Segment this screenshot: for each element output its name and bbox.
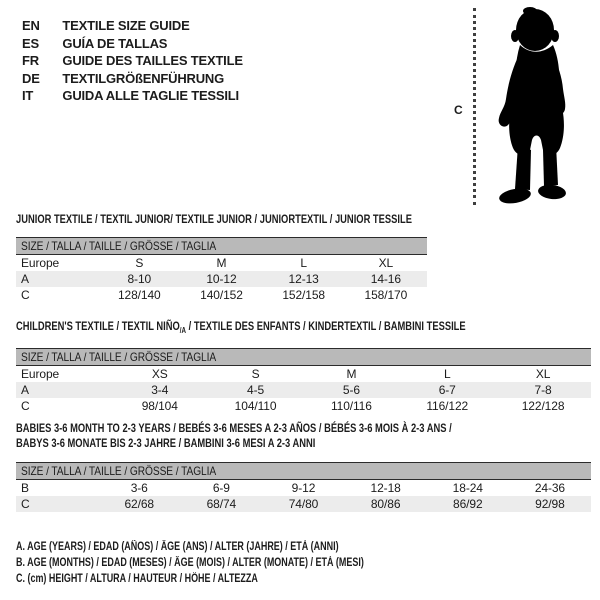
language-code: FR xyxy=(22,53,39,69)
height-row xyxy=(16,287,427,303)
value-cell: 4-5 xyxy=(208,382,304,398)
size-header-row xyxy=(16,238,427,255)
height-measure-label: C xyxy=(454,103,463,117)
value-cell: 122/128 xyxy=(521,399,565,413)
value-cell: 3-6 xyxy=(130,481,148,495)
children-title xyxy=(16,319,464,338)
row-label: Europe xyxy=(21,256,60,270)
height-row xyxy=(16,398,591,414)
size-header-bar xyxy=(16,238,427,255)
children-title-part1: CHILDREN'S TEXTILE / TEXTIL NIÑO xyxy=(16,319,180,333)
value-cell: 6-9 xyxy=(212,481,230,495)
footnote-a: A. AGE (YEARS) / EDAD (AÑOS) / ÂGE (ANS) / ALTER (JAHRE) / ETÀ (ANNI) xyxy=(16,541,339,553)
language-title: TEXTILGRÖßENFÜHRUNG xyxy=(62,70,225,86)
size-cell: L xyxy=(300,256,307,270)
value-cell: 152/158 xyxy=(282,288,325,302)
size-cell: S xyxy=(251,367,260,381)
value-cell: 3-4 xyxy=(112,382,208,398)
row-label: Europe xyxy=(21,367,60,381)
babies-size-table xyxy=(16,462,591,512)
size-cell: XL xyxy=(535,367,551,381)
language-code: DE xyxy=(22,70,40,86)
footnote-c: C. (cm) HEIGHT / ALTURA / HAUTEUR / HÖHE / ALTEZZA xyxy=(16,573,258,585)
size-header-label: SIZE / TALLA / TAILLE / GRÖSSE / TAGLIA xyxy=(21,350,217,364)
europe-row xyxy=(16,366,591,383)
value-cell: 80/86 xyxy=(345,496,427,512)
size-cell: L xyxy=(443,367,451,381)
value-cell: 18-24 xyxy=(452,481,483,495)
row-label: C xyxy=(16,496,98,512)
value-cell: 98/104 xyxy=(141,399,178,413)
children-title-part2: / TEXTILE DES ENFANTS / KINDERTEXTIL / BAMBINI TESSILE xyxy=(186,319,466,333)
value-cell: 14-16 xyxy=(345,271,427,287)
row-label: B xyxy=(21,481,29,495)
language-list xyxy=(22,17,243,105)
value-cell: 68/74 xyxy=(180,496,262,512)
row-label: C xyxy=(21,288,30,302)
value-cell: 62/68 xyxy=(98,496,180,512)
size-header-row xyxy=(16,463,591,480)
language-title: GUÍA DE TALLAS xyxy=(62,35,168,51)
age-years-row xyxy=(16,382,591,398)
value-cell: 6-7 xyxy=(399,382,495,398)
size-cell: XL xyxy=(378,256,394,270)
value-cell: 92/98 xyxy=(509,496,591,512)
value-cell: 74/80 xyxy=(262,496,344,512)
height-row xyxy=(16,496,591,512)
language-code: EN xyxy=(22,18,40,33)
value-cell: 140/152 xyxy=(200,288,243,302)
height-measure-dotted-line xyxy=(473,8,476,205)
footnotes xyxy=(16,539,462,587)
language-row-fr xyxy=(22,52,243,70)
value-cell: 12-13 xyxy=(263,271,345,287)
value-cell: 128/140 xyxy=(117,288,161,302)
value-cell: 158/170 xyxy=(364,288,408,302)
size-header-bar xyxy=(16,349,591,366)
junior-section xyxy=(16,212,427,303)
language-row-de xyxy=(22,70,243,88)
row-label: A xyxy=(16,271,98,287)
value-cell: 8-10 xyxy=(98,271,180,287)
language-title: GUIDA ALLE TAGLIE TESSILI xyxy=(62,88,239,104)
age-years-row xyxy=(16,271,427,287)
babies-title-line2: BABYS 3-6 MONATE BIS 2-3 JAHRE / BAMBINI 3-6 MESI A 2-3 ANNI xyxy=(16,436,316,450)
children-section xyxy=(16,319,591,414)
language-code: ES xyxy=(22,35,39,51)
value-cell: 104/110 xyxy=(234,399,277,413)
junior-size-table xyxy=(16,237,427,303)
europe-row xyxy=(16,255,427,272)
babies-section xyxy=(16,421,591,512)
language-title: TEXTILE SIZE GUIDE xyxy=(62,18,190,33)
value-cell: 5-6 xyxy=(303,382,399,398)
height-figure xyxy=(452,5,597,211)
value-cell: 110/116 xyxy=(330,399,372,413)
value-cell: 24-36 xyxy=(534,481,566,495)
language-row-en xyxy=(22,17,243,35)
value-cell: 86/92 xyxy=(427,496,509,512)
size-cell: M xyxy=(216,256,227,270)
language-title: GUIDE DES TAILLES TEXTILE xyxy=(62,53,243,69)
language-row-es xyxy=(22,35,243,53)
junior-title: JUNIOR TEXTILE / TEXTIL JUNIOR/ TEXTILE JUNIOR / JUNIORTEXTIL / JUNIOR TESSILE xyxy=(16,212,412,226)
language-row-it xyxy=(22,87,243,105)
toddler-silhouette xyxy=(482,5,592,210)
size-cell: XS xyxy=(151,367,168,381)
children-title-subscript: /A xyxy=(179,326,187,335)
size-cell: M xyxy=(346,367,357,381)
size-header-label: SIZE / TALLA / TAILLE / GRÖSSE / TAGLIA xyxy=(21,239,217,253)
value-cell: 12-18 xyxy=(370,481,401,495)
babies-title-line1: BABIES 3-6 MONTH TO 2-3 YEARS / BEBÉS 3-6 MESES A 2-3 AÑOS / BÉBÉS 3-6 MOIS À 2-3 ANS / xyxy=(16,421,452,435)
language-code: IT xyxy=(22,88,34,104)
footnote-b: B. AGE (MONTHS) / EDAD (MESES) / ÂGE (MOIS) / ALTER (MONATE) / ETÀ (MESI) xyxy=(16,557,364,569)
row-label: C xyxy=(21,399,30,413)
size-cell: S xyxy=(135,256,144,270)
value-cell: 10-12 xyxy=(180,271,262,287)
value-cell: 9-12 xyxy=(291,481,316,495)
age-months-row xyxy=(16,480,591,497)
value-cell: 7-8 xyxy=(495,382,591,398)
size-header-row xyxy=(16,349,591,366)
size-header-bar xyxy=(16,463,591,480)
children-size-table xyxy=(16,348,591,414)
value-cell: 116/122 xyxy=(426,399,469,413)
row-label: A xyxy=(16,382,112,398)
size-header-label: SIZE / TALLA / TAILLE / GRÖSSE / TAGLIA xyxy=(21,464,217,478)
